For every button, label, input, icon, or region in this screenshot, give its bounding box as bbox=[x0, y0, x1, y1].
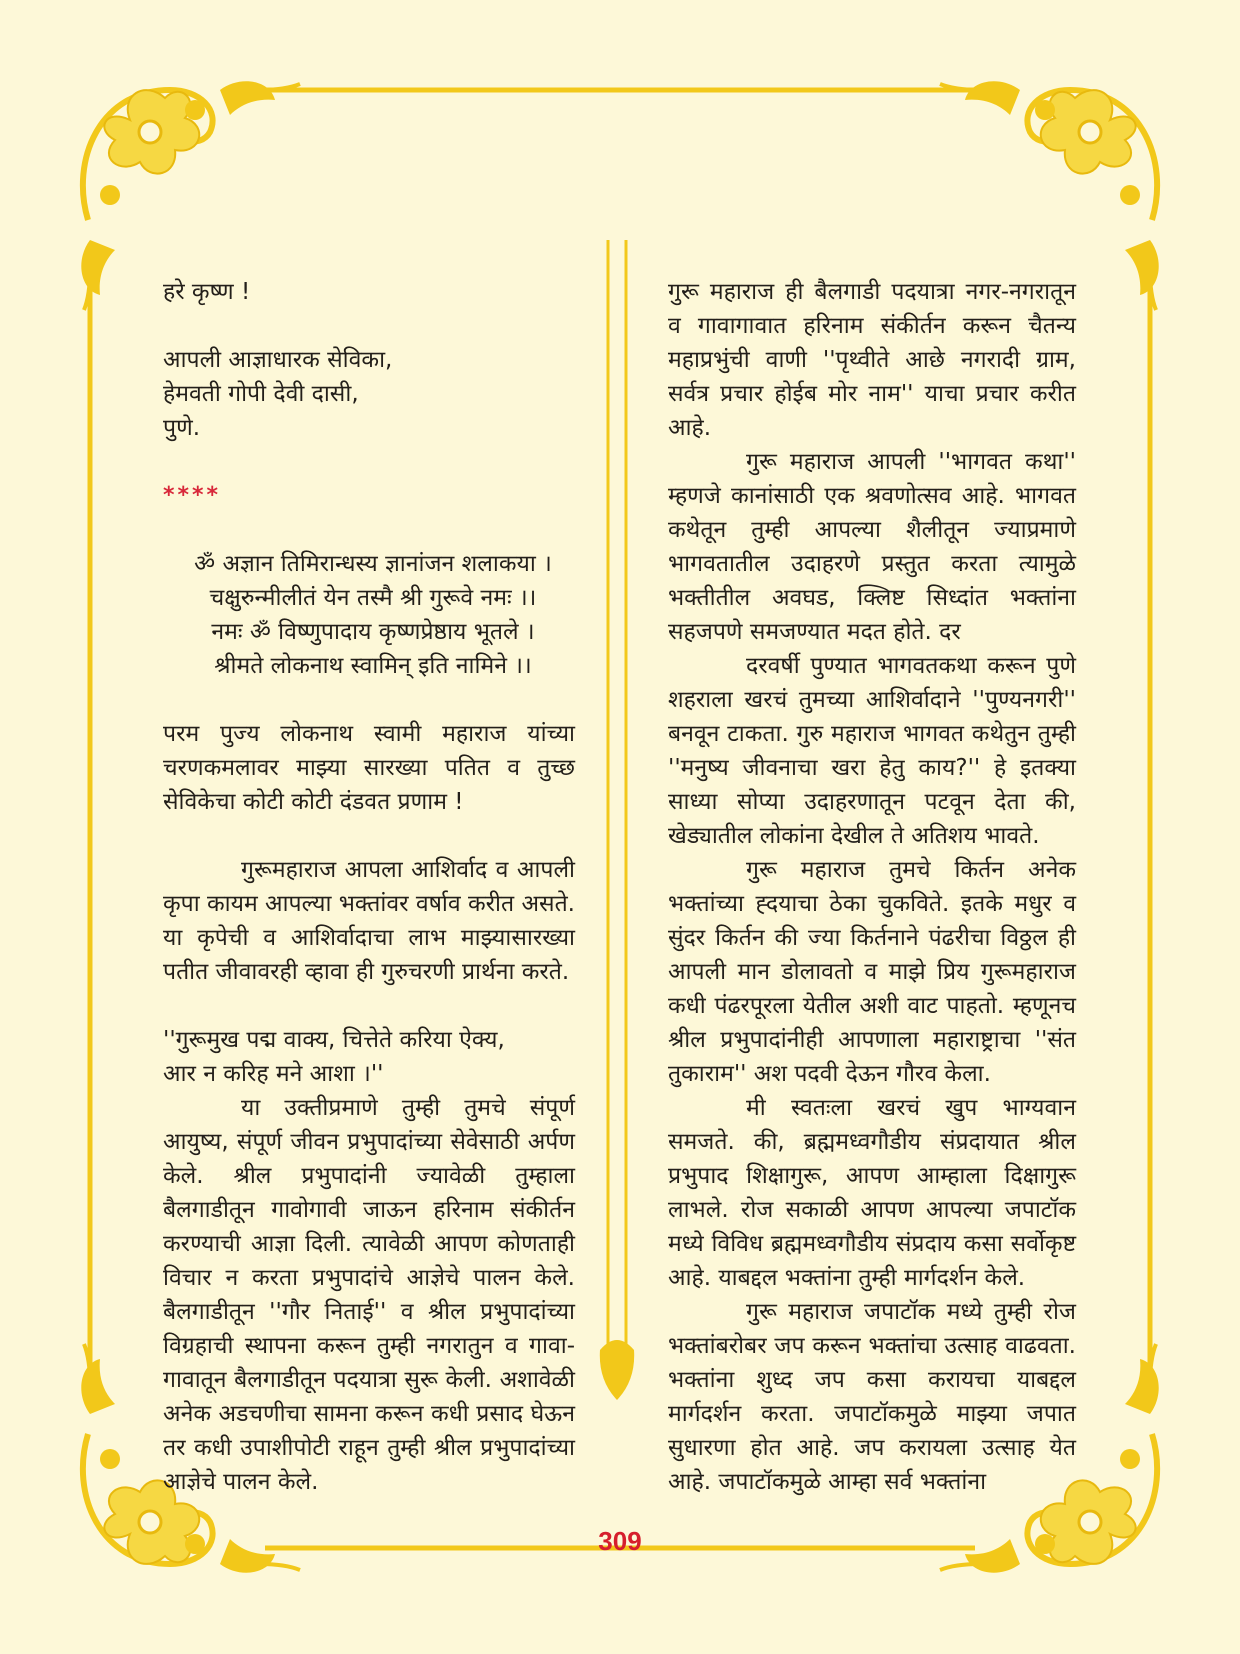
body-paragraph: या उक्तीप्रमाणे तुम्ही तुमचे संपूर्ण आयुष्य, संपूर्ण जीवन प्रभुपादांच्या सेवेसाठी अर्पण केले. श्रील प्रभुपादांनी ज्यावेळी तुम्हाला बैलगाडीतून गावोगावी जाऊन हरिनाम संकीर्तन करण्याची आज्ञा दिली. त्यावेळी आपण कोणताही विचार न करता प्रभुपादांचे आज्ञेचे पालन केले. बैलगाडीतून ''गौर निताई'' व श्रील प्रभुपादांच्या विग्रहाची स्थापना करून तुम्ही नगरातुन व गावा-गावातून बैलगाडीतून पदयात्रा सुरू केली. अशावेळी अनेक अडचणीचा सामना करून कधी प्रसाद घेऊन तर कधी उपाशीपोटी राहून तुम्ही श्रील प्रभुपादांच्या आज्ञेचे पालन केले. bbox=[163, 1095, 575, 1495]
body-paragraph: गुरू महाराज तुमचे किर्तन अनेक भक्तांच्या ह्दयाचा ठेका चुकविते. इतके मधुर व सुंदर किर्तन की ज्या किर्तनाने पंढरीचा विठ्ठल ही आपली मान डोलावतो व माझे प्रिय गुरूमहाराज कधी पंढरपूरला येतील अशी वाट पाहतो. म्हणूनच श्रील प्रभुपादांनीही आपणाला महाराष्ट्राचा ''संत तुकाराम'' अश पदवी देऊन गौरव केला. bbox=[668, 857, 1076, 1087]
body-paragraph: गुरू महाराज जपाटॉक मध्ये तुम्ही रोज भक्तांबरोबर जप करून भक्तांचा उत्साह वाढवता. भक्तांना शुध्द जप कसा करायचा याबद्दल मार्गदर्शन करता. जपाटॉकमुळे माझ्या जपात सुधारणा होत आहे. जप करायला उत्साह येत आहे. जपाटॉकमुळे आम्हा सर्व भक्तांना bbox=[668, 1299, 1076, 1495]
body-paragraph: गुरू महाराज आपली ''भागवत कथा'' म्हणजे कानांसाठी एक श्रवणोत्सव आहे. भागवत कथेतून तुम्ही आपल्या शैलीतून ज्याप्रमाणे भागवतातील उदाहरणे प्रस्तुत करता त्यामुळे भक्तीतील अवघड, क्लिष्ट सिध्दांत भक्तांना सहजपणे समजण्यात मदत होते. दर bbox=[668, 449, 1076, 645]
signature-line: पुणे. bbox=[163, 415, 201, 441]
section-separator: **** bbox=[163, 483, 222, 508]
left-column bbox=[163, 275, 575, 1499]
page-number: 309 bbox=[598, 1526, 642, 1556]
body-paragraph: गुरू महाराज ही बैलगाडी पदयात्रा नगर-नगरातून व गावागावात हरिनाम संकीर्तन करून चैतन्य महाप्रभुंची वाणी ''पृथ्वीते आछे नगरादी ग्राम, सर्वत्र प्रचार होईब मोर नाम'' याचा प्रचार करीत आहे. bbox=[668, 279, 1076, 441]
body-paragraph: मी स्वतःला खरचं खुप भाग्यवान समजते. की, ब्रह्ममध्वगौडीय संप्रदायात श्रील प्रभुपाद शिक्षागुरू, आपण आम्हाला दिक्षागुरू लाभले. रोज सकाळी आपण आपल्या जपाटॉक मध्ये विविध ब्रह्ममध्वगौडीय संप्रदाय कसा सर्वोकृष्ट आहे. याबद्दल भक्तांना तुम्ही मार्गदर्शन केले. bbox=[668, 1095, 1076, 1291]
body-paragraph: दरवर्षी पुण्यात भागवतकथा करून पुणे शहराला खरचं तुमच्या आशिर्वादाने ''पुण्यनगरी'' बनवून टाकता. गुरु महाराज भागवत कथेतुन तुम्ही ''मनुष्य जीवनाचा खरा हेतु काय?'' हे इतक्या साध्या सोप्या उदाहरणातून पटवून देता की, खेड्यातील लोकांना देखील ते अतिशय भावते. bbox=[668, 653, 1076, 849]
column-divider bbox=[600, 240, 634, 1400]
signature-line: आपली आज्ञाधारक सेविका, bbox=[163, 347, 393, 373]
body-paragraph: गुरूमहाराज आपला आशिर्वाद व आपली कृपा कायम आपल्या भक्तांवर वर्षाव करीत असते. या कृपेची व आशिर्वादाचा लाभ माझ्यासारख्या पतीत जीवावरही व्हावा ही गुरुचरणी प्रार्थना करते. bbox=[163, 857, 575, 985]
verse-line: ॐ अज्ञान तिमिरान्धस्य ज्ञानांजन शलाकया । bbox=[194, 551, 552, 577]
quote-line: आर न करिह मने आशा ।'' bbox=[163, 1061, 384, 1087]
signature-line: हेमवती गोपी देवी दासी, bbox=[163, 381, 359, 407]
quote-line: ''गुरूमुख पद्म वाक्य, चित्तेते करिया ऐक्य, bbox=[163, 1027, 505, 1053]
verse-line: श्रीमते लोकनाथ स्वामिन् इति नामिने ।। bbox=[214, 653, 532, 679]
salutation-paragraph: परम पुज्य लोकनाथ स्वामी महाराज यांच्या चरणकमलावर माझ्या सारख्या पतित व तुच्छ सेविकेचा कोटी कोटी दंडवत प्रणाम ! bbox=[163, 721, 575, 815]
verse-line: चक्षुरुन्मीलीतं येन तस्मै श्री गुरूवे नमः ।। bbox=[209, 585, 537, 611]
verse-line: नमः ॐ विष्णुपादाय कृष्णप्रेष्ठाय भूतले । bbox=[211, 619, 535, 645]
right-column bbox=[668, 275, 1076, 1499]
greeting: हरे कृष्ण ! bbox=[163, 279, 251, 305]
